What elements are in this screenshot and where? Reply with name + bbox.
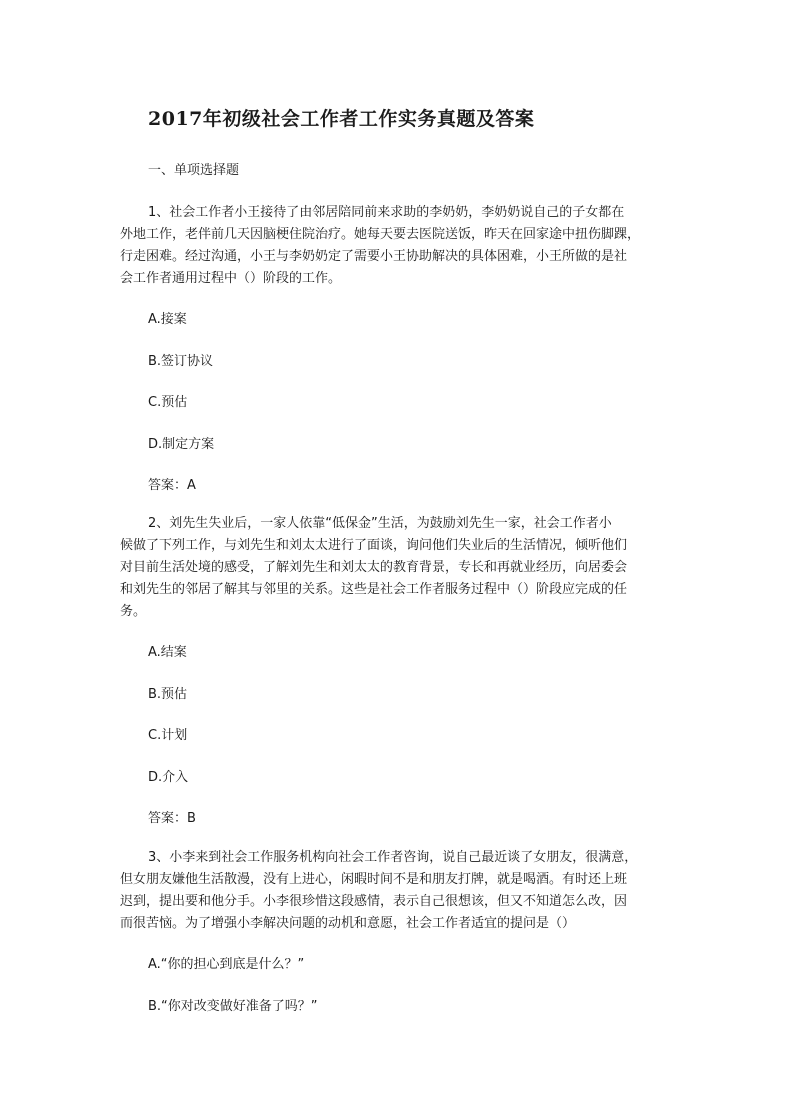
document-title: 2017年初级社会工作者工作实务真题及答案	[148, 108, 535, 130]
question-1-line-4: 会工作者通用过程中（）阶段的工作。	[120, 271, 342, 286]
question-3-line-2: 但女朋友嫌他生活散漫，没有上进心，闲暇时间不是和朋友打牌，就是喝酒。有时还上班	[120, 872, 628, 887]
question-2-answer: 答案：B	[148, 811, 196, 826]
question-2-line-1: 2、刘先生失业后，一家人依靠“低保金”生活，为鼓励刘先生一家，社会工作者小	[148, 516, 612, 531]
question-2-line-5: 务。	[120, 604, 147, 619]
question-1-answer: 答案：A	[148, 478, 196, 493]
question-2-option-c: C.计划	[148, 728, 188, 743]
question-2-option-b: B.预估	[148, 687, 188, 702]
question-1-option-c: C.预估	[148, 395, 188, 410]
question-2-line-2: 候做了下列工作，与刘先生和刘太太进行了面谈，询问他们失业后的生活情况，倾听他们	[120, 538, 628, 553]
question-3-line-1: 3、小李来到社会工作服务机构向社会工作者咨询，说自己最近谈了女朋友，很满意，	[148, 850, 638, 865]
question-3-option-a: A.“你的担心到底是什么？”	[148, 957, 305, 972]
question-2-line-4: 和刘先生的邻居了解其与邻里的关系。这些是社会工作者服务过程中（）阶段应完成的任	[120, 582, 628, 597]
question-1-option-d: D.制定方案	[148, 437, 215, 452]
question-2-option-a: A.结案	[148, 645, 187, 660]
question-3-line-4: 而很苦恼。为了增强小李解决问题的动机和意愿，社会工作者适宜的提问是（）	[120, 916, 576, 931]
question-2-line-3: 对目前生活处境的感受，了解刘先生和刘太太的教育背景，专长和再就业经历，向居委会	[120, 560, 628, 575]
question-1-option-b: B.签订协议	[148, 354, 214, 369]
question-1-option-a: A.接案	[148, 312, 187, 327]
question-2-option-d: D.介入	[148, 770, 189, 785]
question-1-line-1: 1、社会工作者小王接待了由邻居陪同前来求助的李奶奶，李奶奶说自己的子女都在	[148, 205, 625, 220]
question-1-line-3: 行走困难。经过沟通，小王与李奶奶定了需要小王协助解决的具体困难，小王所做的是社	[120, 249, 628, 264]
question-3-line-3: 迟到，提出要和他分手。小李很珍惜这段感情，表示自己很想该，但又不知道怎么改，因	[120, 894, 628, 909]
section-heading: 一、单项选择题	[148, 163, 240, 178]
question-1-line-2: 外地工作，老伴前几天因脑梗住院治疗。她每天要去医院送饭，昨天在回家途中扭伤脚踝，	[120, 227, 641, 242]
question-3-option-b: B.“你对改变做好准备了吗？”	[148, 999, 318, 1014]
